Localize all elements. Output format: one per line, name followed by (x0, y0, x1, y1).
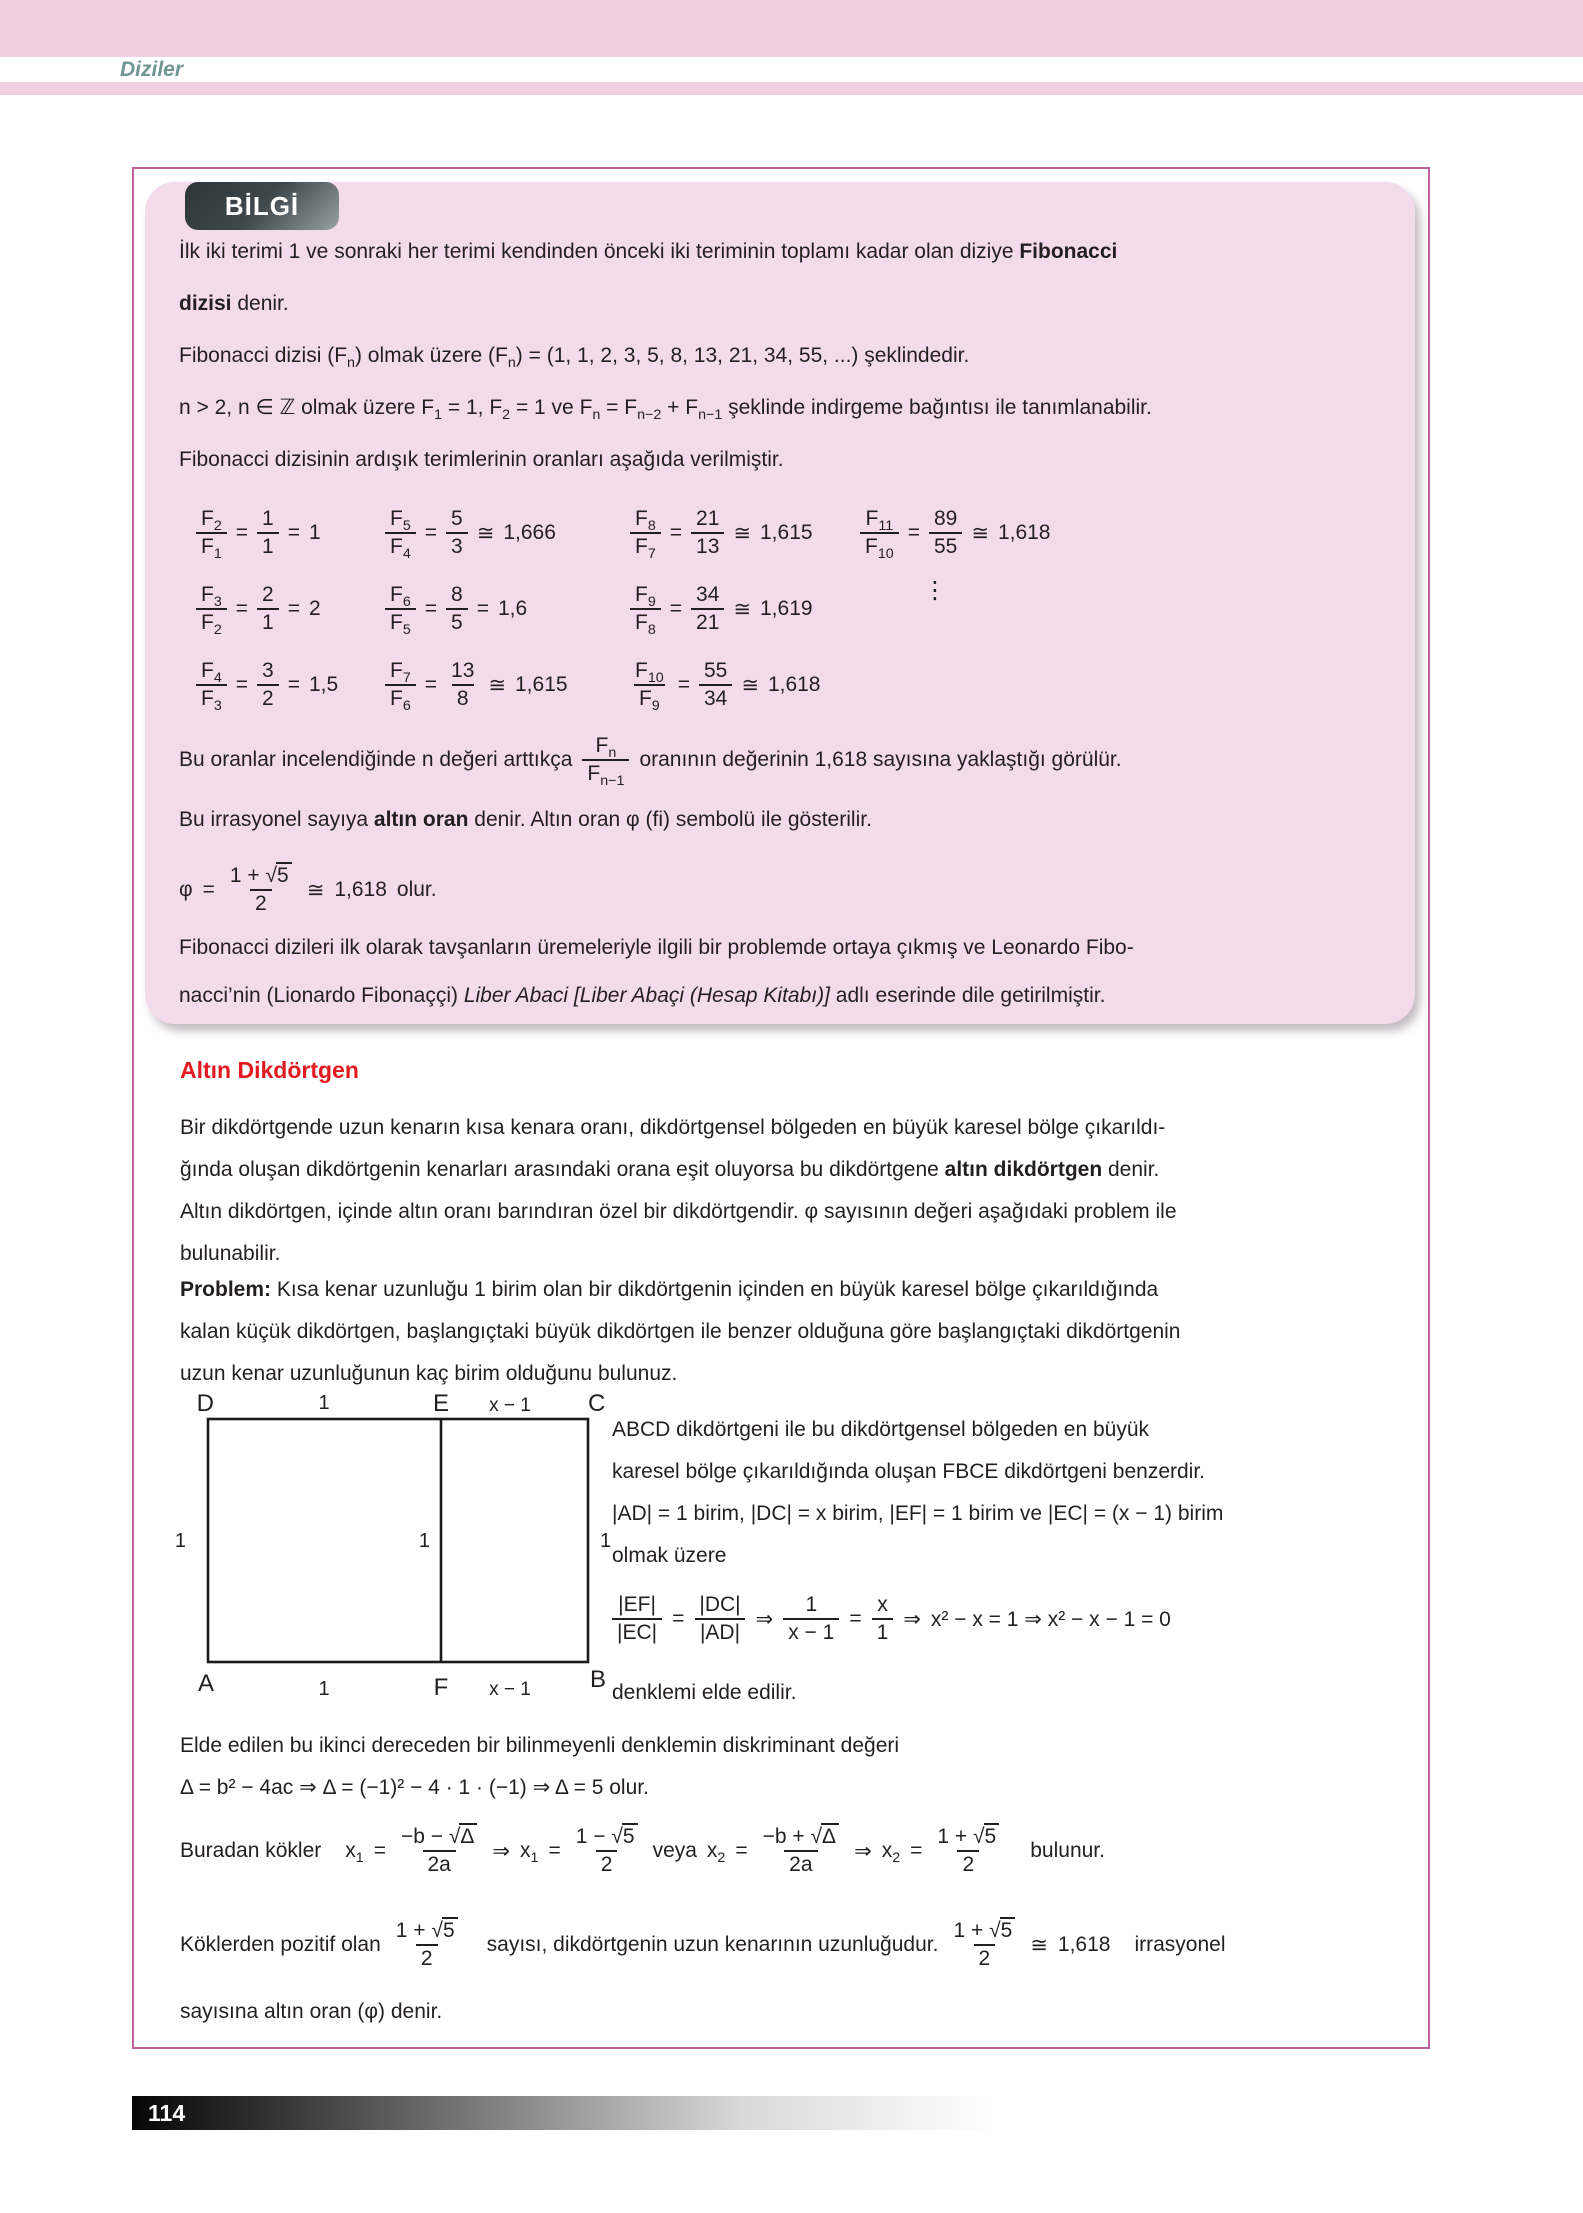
positive-root-line: Köklerden pozitif olan 1 + √5 2 sayısı, dikdörtgenin uzun kenarının uzunluğudur. 1 + √5 2 ≅ 1,618 irrasyonel (180, 1903, 1226, 1987)
ratio-f6-f5: $\frac{F_6}{F_5}$ = $\frac{8}{5}$ = 1,6 (385, 574, 568, 644)
similarity-equation: $\frac{|EF|}{|EC|}$ = $\frac{|DC|}{|AD|}$ ⇒ $\frac{1}{x - 1}$ = $\frac{x}{1}$ ⇒ x² − x = 1 ⇒ x² − x − 1 = 0 (612, 1582, 1171, 1656)
ratio-column-1 (196, 498, 338, 720)
vertical-ellipsis: ⋮ (923, 577, 947, 604)
thin-pink-band (0, 82, 1583, 95)
similarity-explanation: ABCD dikdörtgeni ile bu dikdörtgensel bölgeden en büyük karesel bölge çıkarıldığında oluşan FBCE dikdörtgeni benzerdir. |AD| = 1 birim, |DC| = x birim, |EF| = 1 birim ve |EC| = (x − 1) birim olmak üzere (612, 1418, 1224, 1567)
altin-oran-bold: altın oran (373, 808, 469, 831)
dizisi-bold: dizisi (179, 292, 232, 315)
problem-paragraph: Problem: Kısa kenar uzunluğu 1 birim olan bir dikdörtgenin içinden en büyük karesel bölge çıkarıldığında kalan küçük dikdörtgen, başlangıçtaki büyük dikdörtgen ile benzer olduğuna göre başlangıçtaki dikdörtgenin uzun kenar uzunluğunun kaç birim olduğunu bulunuz. (180, 1278, 1181, 1385)
equation-conclusion: denklemi elde edilir. (612, 1681, 797, 1704)
ratios-intro-line: Fibonacci dizisinin ardışık terimlerinin oranları aşağıda verilmiştir. (179, 448, 784, 471)
top-left-length: 1 (318, 1392, 330, 1414)
intro-text-end: denir. (231, 292, 289, 315)
chapter-header (0, 57, 1583, 82)
left-side-length: 1 (174, 1530, 186, 1552)
vertex-e-label: E (432, 1390, 450, 1417)
vertex-f-label: F (433, 1674, 449, 1701)
vertex-d-label: D (196, 1390, 214, 1417)
altin-dikdortgen-bold: altın dikdörtgen (944, 1158, 1103, 1181)
liber-abaci-italic: Liber Abaci [Liber Abaçi (Hesap Kitabı)] (463, 984, 830, 1007)
right-side-length: 1 (600, 1530, 612, 1552)
section-heading-golden-rectangle: Altın Dikdörtgen (180, 1057, 359, 1083)
vertex-b-label: B (590, 1666, 607, 1693)
golden-rectangle-paragraph: Bir dikdörtgende uzun kenarın kısa kenara oranı, dikdörtgensel bölgeden en büyük karesel bölge çıkarıldı- ğında oluşan dikdörtgenin kenarları arasındaki orana eşit oluyorsa bu dikdörtgene altın dikdörtgen denir. Altın dikdörtgen, içinde altın oranı barındıran özel bir dikdörtgendir. φ sayısının değeri aşağıdaki problem ile bulunabilir. (180, 1116, 1177, 1265)
ratio-f5-f4: $\frac{F_5}{F_4}$ = $\frac{5}{3}$ ≅ 1,666 (385, 498, 568, 568)
middle-segment-length: 1 (418, 1530, 430, 1552)
page-number: 114 (148, 2100, 186, 2126)
page-number-bar (132, 2096, 1030, 2130)
ratio-column-4 (860, 498, 1051, 605)
vertex-c-label: C (588, 1390, 606, 1417)
ratio-column-3 (630, 498, 821, 720)
recurrence-line: n > 2, n ∈ ℤ olmak üzere $F_1 = 1$, $F_2 = 1$ ve $F_n = F_{n-2} + F_{n-1}$ şeklinde indirgeme bağıntısı ile tanımlanabilir. (179, 396, 1152, 424)
bottom-left-length: 1 (318, 1678, 330, 1700)
ratio-f11-f10: $\frac{F_{11}}{F_{10}}$ = $\frac{89}{55}$ ≅ 1,618 (860, 498, 1051, 568)
fibonacci-bold: Fibonacci (1019, 240, 1118, 263)
vertex-a-label: A (197, 1670, 214, 1697)
discriminant-computation: Δ = b² − 4ac ⇒ Δ = (−1)² − 4 · 1 · (−1) ⇒ Δ = 5 olur. (180, 1776, 649, 1799)
ratio-column-2 (385, 498, 568, 720)
golden-rectangle-diagram (150, 1387, 625, 1722)
ratio-f4-f3: $\frac{F_4}{F_3}$ = $\frac{3}{2}$ = 1,5 (196, 650, 338, 720)
intro-line-1 (179, 226, 1379, 278)
bilgi-intro (179, 226, 1379, 486)
ratio-f7-f6: $\frac{F_7}{F_6}$ = $\frac{13}{8}$ ≅ 1,615 (385, 650, 568, 720)
content-frame (132, 167, 1430, 2049)
phi-symbol: φ (179, 878, 193, 901)
roots-equation: Buradan kökler $x_1$ = $\frac{-b - √\Delta}{2a}$ ⇒ $x_1$ = $\frac{1 - √5}{2}$ veya $x_2$ = $\frac{-b + √\Delta}{2a}$ ⇒ $x_2$ = $\frac{1 + √5}{2}$ bulunur. (180, 1809, 1105, 1893)
ratio-f10-f9: $\frac{F_{10}}{F_9}$ = $\frac{55}{34}$ ≅ 1,618 (635, 658, 821, 715)
intro-line-2 (179, 278, 1379, 330)
ratio-f8-f7: $\frac{F_8}{F_7}$ = $\frac{21}{13}$ ≅ 1,615 (630, 498, 821, 568)
bilgi-panel (145, 182, 1415, 1024)
ratio-f3-f2: $\frac{F_3}{F_2}$ = $\frac{2}{1}$ = 2 (196, 574, 338, 644)
fibonacci-history: Fibonacci dizileri ilk olarak tavşanların üremeleriyle ilgili bir problemde ortaya çıkmış ve Leonardo Fibo- nacci’nin (Lionardo Fibonaççi) Liber Abaci [Liber Abaçi (Hesap Kitabı)] adlı eserinde dile getirilmiştir. (179, 936, 1134, 1007)
phi-formula: φ = $\frac{1 + √5}{2}$ ≅ 1,618 olur. (179, 850, 1379, 930)
top-right-length: x − 1 (489, 1395, 531, 1416)
chapter-title: Diziler (120, 58, 184, 81)
golden-ratio-conclusion: sayısına altın oran (φ) denir. (180, 2000, 443, 2023)
intro-text: İlk iki terimi 1 ve sonraki her terimi kendinden önceki iki teriminin toplamı kadar olan diziye (179, 240, 1020, 263)
sequence-definition-line: Fibonacci dizisi $(F_n)$ olmak üzere $(F_n) = (1$, 1, 2, 3, 5, 8, 13, 21, 34, 55, ...) şeklindedir. (179, 344, 970, 372)
discriminant-intro: Elde edilen bu ikinci dereceden bir bilinmeyenli denklemin diskriminant değeri Δ = b² − 4ac ⇒ Δ = (−1)² − 4 · 1 · (−1) ⇒ Δ = 5 olur. (180, 1725, 899, 1809)
ratio-limit-line: Bu oranlar incelendiğinde n değeri arttıkça $F_n$ $F_{n-1}$ oranının değerinin 1,618 sayısına yaklaştığı görülür. (179, 733, 1122, 790)
problem-label: Problem: (180, 1278, 272, 1301)
top-pink-band (0, 0, 1583, 57)
ratio-f2-f1: $\frac{F_2}{F_1}$ = $\frac{1}{1}$ = 1 (196, 498, 338, 568)
ratio-f9-f8: $\frac{F_9}{F_8}$ = $\frac{34}{21}$ ≅ 1,619 (630, 574, 821, 644)
bilgi-tab-label: BİLGİ (185, 182, 339, 230)
bottom-right-length: x − 1 (489, 1679, 531, 1700)
rectangle-abcd (208, 1419, 588, 1662)
golden-ratio-symbol-line: Bu irrasyonel sayıya altın oran denir. Altın oran φ (fi) sembolü ile gösterilir. (179, 808, 872, 831)
